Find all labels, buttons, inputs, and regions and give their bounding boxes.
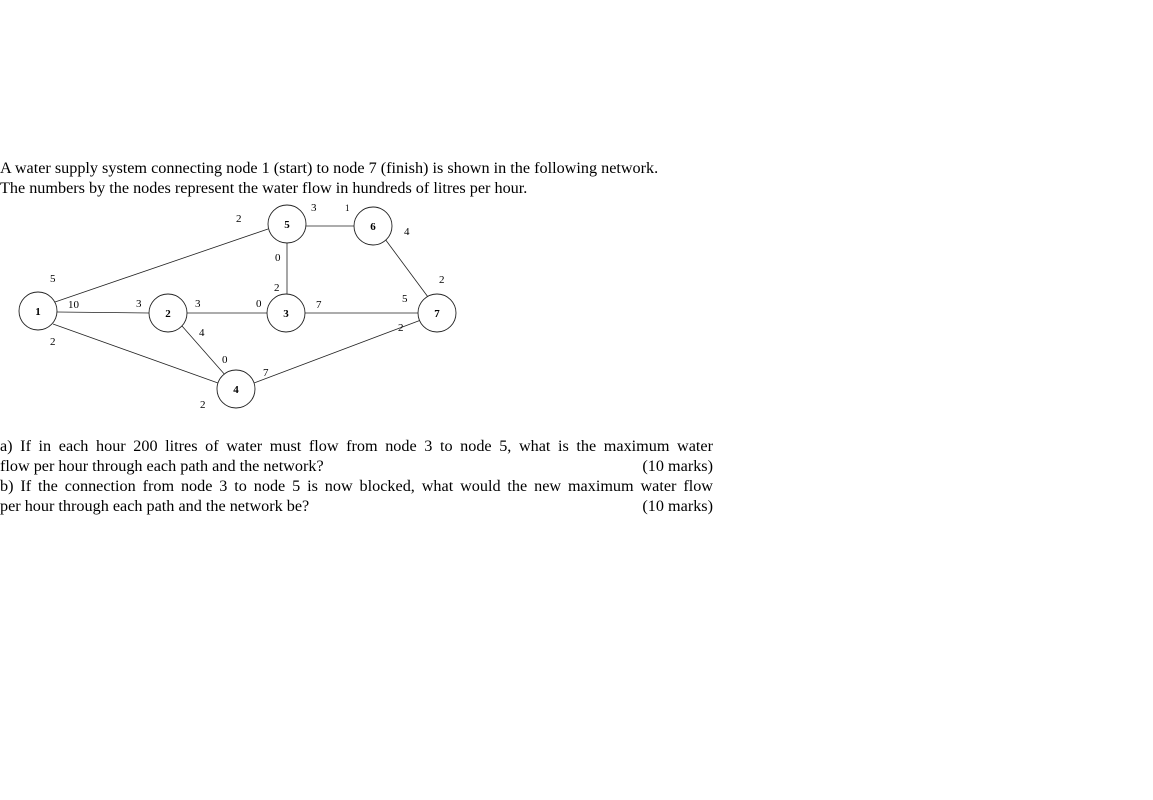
node-4-label: 4	[233, 384, 239, 396]
edge-1-2	[57, 312, 149, 313]
node-1	[19, 292, 57, 330]
intro-line-1: A water supply system connecting node 1 (start) to node 7 (finish) is shown in the following network.	[0, 159, 659, 177]
cap-3-to-5: 2	[274, 282, 280, 294]
cap-7-from-4: 2	[398, 322, 404, 334]
cap-6-from-5: 1	[345, 203, 350, 213]
edge-1-5	[55, 229, 268, 302]
question-a-text: flow per hour through each path and the network?	[0, 457, 324, 475]
node-1-label: 1	[35, 306, 41, 318]
question-a-marks: (10 marks)	[642, 457, 713, 475]
cap-7-from-3: 5	[402, 293, 408, 305]
cap-1-to-2: 10	[68, 299, 79, 311]
network-edges	[53, 226, 428, 383]
cap-3-from-2: 0	[256, 298, 262, 310]
cap-4-from-2: 0	[222, 354, 228, 366]
cap-5-from-1: 2	[236, 213, 242, 225]
cap-7-from-6: 2	[439, 274, 445, 286]
question-b-line-2	[0, 496, 713, 516]
edge-6-7	[385, 239, 428, 297]
intro-text	[0, 158, 720, 198]
cap-3-to-7: 7	[316, 299, 322, 311]
question-a-line-1: a) If in each hour 200 litres of water must flow from node 3 to node 5, what is the maximum water	[0, 437, 713, 455]
node-7	[418, 294, 456, 332]
node-3-label: 3	[283, 308, 289, 320]
cap-2-to-3: 3	[195, 298, 201, 310]
node-5	[268, 205, 306, 243]
cap-4-to-7: 7	[263, 367, 269, 379]
node-2	[149, 294, 187, 332]
question-b-marks: (10 marks)	[642, 497, 713, 515]
questions	[0, 436, 713, 516]
intro-line-2: The numbers by the nodes represent the water flow in hundreds of litres per hour.	[0, 179, 528, 197]
cap-5-to-6: 3	[311, 202, 317, 214]
cap-2-from-1: 3	[136, 298, 142, 310]
node-3	[267, 294, 305, 332]
edge-1-4	[53, 324, 218, 383]
cap-1-to-5: 5	[50, 273, 56, 285]
cap-6-to-7: 4	[404, 226, 410, 238]
node-4	[217, 370, 255, 408]
node-7-label: 7	[434, 308, 440, 320]
question-a-line-2	[0, 456, 713, 476]
network-diagram	[0, 195, 470, 420]
node-5-label: 5	[284, 219, 290, 231]
question-b-line-1: b) If the connection from node 3 to node 5 is now blocked, what would the new maximum water flow	[0, 477, 713, 495]
cap-2-to-4: 4	[199, 327, 205, 339]
question-b-text: per hour through each path and the network be?	[0, 497, 310, 515]
node-2-label: 2	[165, 308, 171, 320]
node-6	[354, 207, 392, 245]
cap-4-from-1: 2	[200, 399, 206, 411]
cap-1-to-4: 2	[50, 336, 56, 348]
node-6-label: 6	[370, 221, 376, 233]
cap-5-to-3: 0	[275, 252, 281, 264]
